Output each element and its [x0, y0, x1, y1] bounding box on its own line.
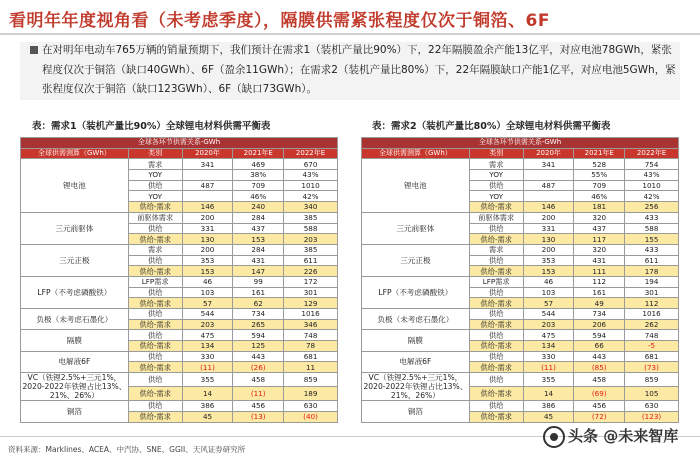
row-label-cell: 供给-需求	[469, 234, 523, 245]
value-cell: 331	[182, 223, 233, 234]
table-row	[362, 276, 679, 287]
watermark-text: 头条 @未来智库	[568, 427, 679, 445]
row-label-cell: 供给-需求	[128, 298, 182, 309]
row-label-cell: YOY	[128, 191, 182, 202]
row-label-cell: 供给-需求	[469, 411, 523, 422]
value-cell	[182, 170, 233, 181]
column-header: 2021年E	[574, 148, 625, 159]
value-cell: 734	[574, 309, 625, 320]
category-cell: 锂电池	[21, 159, 129, 212]
row-label-cell: 供给	[469, 287, 523, 298]
value-cell: 146	[182, 202, 233, 213]
category-cell: 三元正极	[21, 244, 129, 276]
row-label-cell: 供给	[128, 255, 182, 266]
value-cell: 130	[182, 234, 233, 245]
supply-demand-table	[20, 137, 338, 423]
value-cell: 200	[523, 212, 574, 223]
value-cell: 46%	[233, 191, 284, 202]
row-label-cell: 供给-需求	[128, 234, 182, 245]
value-cell: 385	[284, 212, 338, 223]
value-cell: 146	[523, 202, 574, 213]
value-cell: (72)	[574, 411, 625, 422]
value-cell: (85)	[574, 362, 625, 373]
row-label-cell: 供给-需求	[128, 341, 182, 352]
value-cell: 1016	[625, 309, 679, 320]
value-cell: 194	[625, 276, 679, 287]
value-cell: 103	[182, 287, 233, 298]
value-cell: 544	[182, 309, 233, 320]
supply-demand-table	[361, 137, 679, 423]
value-cell: 355	[182, 373, 233, 387]
value-cell: 320	[574, 244, 625, 255]
value-cell: 709	[574, 180, 625, 191]
page-title: 看明年年度视角看（未考虑季度），隔膜供需紧张程度仅次于铜箔、6F	[9, 11, 550, 31]
table-row	[21, 373, 338, 387]
table-row	[362, 401, 679, 412]
value-cell: 38%	[233, 170, 284, 181]
value-cell: 200	[523, 244, 574, 255]
value-cell: 43%	[284, 170, 338, 181]
row-label-cell: 供给	[128, 223, 182, 234]
value-cell: 206	[574, 319, 625, 330]
value-cell: 437	[233, 223, 284, 234]
row-label-cell: 供给-需求	[128, 387, 182, 401]
value-cell: (26)	[233, 362, 284, 373]
category-cell: LFP（不考虑磷酸铁）	[21, 276, 129, 308]
watermark-logo-icon	[543, 426, 565, 448]
table-2	[361, 137, 679, 423]
row-label-cell: 供给	[469, 401, 523, 412]
value-cell: 611	[284, 255, 338, 266]
value-cell: 341	[523, 159, 574, 170]
value-cell: 240	[233, 202, 284, 213]
table-1	[20, 137, 338, 423]
value-cell: 458	[574, 373, 625, 387]
value-cell: 42%	[625, 191, 679, 202]
value-cell: 330	[182, 351, 233, 362]
value-cell: 78	[284, 341, 338, 352]
value-cell: 46	[182, 276, 233, 287]
category-cell: 负极（未考虑石墨化）	[362, 309, 470, 330]
table-row	[362, 212, 679, 223]
category-cell: 隔膜	[21, 330, 129, 351]
table-row	[21, 401, 338, 412]
value-cell: 340	[284, 202, 338, 213]
value-cell: 14	[182, 387, 233, 401]
value-cell	[182, 191, 233, 202]
category-cell: 铜箔	[21, 401, 129, 422]
value-cell: 320	[574, 212, 625, 223]
value-cell: 111	[574, 266, 625, 277]
value-cell: 147	[233, 266, 284, 277]
column-header: 全球供需测算（GWh）	[21, 148, 129, 159]
table-row	[362, 330, 679, 341]
row-label-cell: 供给	[128, 180, 182, 191]
value-cell: (40)	[284, 411, 338, 422]
column-header: 全球供需测算（GWh）	[362, 148, 470, 159]
column-header: 2021年E	[233, 148, 284, 159]
value-cell: 630	[625, 401, 679, 412]
column-header: 2020年	[523, 148, 574, 159]
category-cell: VC（铁锂2.5%+三元1%，2020-2022年铁锂占比13%、21%、26%）	[363, 373, 468, 401]
row-label-cell: YOY	[469, 191, 523, 202]
value-cell: (13)	[233, 411, 284, 422]
row-label-cell: LFP需求	[128, 276, 182, 287]
value-cell: 331	[523, 223, 574, 234]
value-cell: 458	[233, 373, 284, 387]
value-cell: 709	[233, 180, 284, 191]
row-label-cell: 需求	[128, 244, 182, 255]
row-label-cell: 供给-需求	[128, 202, 182, 213]
value-cell: (123)	[625, 411, 679, 422]
value-cell: 45	[182, 411, 233, 422]
table-row	[21, 159, 338, 170]
column-header: 2020年	[182, 148, 233, 159]
value-cell: 588	[284, 223, 338, 234]
value-cell: 588	[625, 223, 679, 234]
summary-paragraph: 在对明年电动车765万辆的销量预期下，我们预计在需求1（装机产量比90%）下，22年隔膜盈余产能13亿平，对应电池78GWh，紧张程度仅次于铜箔（缺口40GWh）、6F（盈余11GWh）；在需求2（装机产量比80%）下，22年隔膜缺口产能1亿平，对应电池5GWh，紧张程度仅次于铜箔（缺口123GWh）、6F（缺口73GWh）。	[42, 44, 676, 95]
value-cell: 200	[182, 244, 233, 255]
row-label-cell: 供给-需求	[469, 266, 523, 277]
value-cell: 153	[182, 266, 233, 277]
value-cell	[523, 170, 574, 181]
table-row	[362, 351, 679, 362]
value-cell: 284	[233, 244, 284, 255]
value-cell: 355	[523, 373, 574, 387]
value-cell: 134	[523, 341, 574, 352]
category-cell: 电解液6F	[21, 351, 129, 372]
category-cell: 锂电池	[362, 159, 470, 212]
value-cell: 301	[284, 287, 338, 298]
value-cell: 57	[182, 298, 233, 309]
value-cell: 1010	[284, 180, 338, 191]
value-cell: 346	[284, 319, 338, 330]
table-row	[21, 330, 338, 341]
value-cell: 112	[574, 276, 625, 287]
row-label-cell: 需求	[469, 159, 523, 170]
category-cell: LFP（不考虑磷酸铁）	[362, 276, 470, 308]
value-cell: 456	[233, 401, 284, 412]
value-cell: 46%	[574, 191, 625, 202]
value-cell: -5	[625, 341, 679, 352]
row-label-cell: 供给	[128, 287, 182, 298]
row-label-cell: 供给	[128, 401, 182, 412]
value-cell: 265	[233, 319, 284, 330]
row-label-cell: 供给-需求	[469, 202, 523, 213]
value-cell: 386	[523, 401, 574, 412]
value-cell: (11)	[233, 387, 284, 401]
value-cell: (69)	[574, 387, 625, 401]
row-label-cell: 供给	[469, 373, 523, 387]
value-cell: 544	[523, 309, 574, 320]
row-label-cell: 供给-需求	[469, 298, 523, 309]
category-cell: 三元前驱体	[362, 212, 470, 244]
value-cell: 341	[182, 159, 233, 170]
value-cell: 45	[523, 411, 574, 422]
row-label-cell: 供给-需求	[128, 362, 182, 373]
value-cell: 1016	[284, 309, 338, 320]
value-cell	[523, 191, 574, 202]
row-label-cell: 供给	[128, 330, 182, 341]
value-cell: 443	[574, 351, 625, 362]
row-label-cell: 供给	[469, 180, 523, 191]
table-header-top: 全球各环节供需关系-GWh	[21, 138, 338, 149]
value-cell: 487	[182, 180, 233, 191]
value-cell: 153	[233, 234, 284, 245]
value-cell: 754	[625, 159, 679, 170]
row-label-cell: 供给-需求	[128, 411, 182, 422]
value-cell: 443	[233, 351, 284, 362]
column-header: 类别	[469, 148, 523, 159]
table-row	[21, 351, 338, 362]
column-header: 类别	[128, 148, 182, 159]
column-header: 2022年E	[625, 148, 679, 159]
category-cell: 隔膜	[362, 330, 470, 351]
value-cell: 178	[625, 266, 679, 277]
value-cell: 181	[574, 202, 625, 213]
row-label-cell: 供给	[128, 309, 182, 320]
category-cell: VC（铁锂2.5%+三元1%，2020-2022年铁锂占比13%、21%、26%）	[22, 373, 127, 401]
row-label-cell: 供给	[469, 330, 523, 341]
value-cell: 859	[284, 373, 338, 387]
value-cell: 431	[233, 255, 284, 266]
value-cell: 155	[625, 234, 679, 245]
row-label-cell: 供给	[128, 351, 182, 362]
table-row	[21, 309, 338, 320]
source-note: 资料来源：Marklines、ACEA、中汽协、SNE、GGII、天风证券研究所	[8, 445, 246, 454]
category-cell: 三元正极	[362, 244, 470, 276]
value-cell: 203	[284, 234, 338, 245]
value-cell: 431	[574, 255, 625, 266]
row-label-cell: 需求	[469, 244, 523, 255]
value-cell: 528	[574, 159, 625, 170]
table-1-caption: 表：需求1（装机产量比90%）全球锂电材料供需平衡表	[32, 121, 271, 132]
row-label-cell: YOY	[469, 170, 523, 181]
value-cell: 748	[625, 330, 679, 341]
title-divider	[0, 33, 700, 35]
value-cell: 456	[574, 401, 625, 412]
value-cell: 172	[284, 276, 338, 287]
value-cell: 353	[523, 255, 574, 266]
row-label-cell: 供给-需求	[469, 319, 523, 330]
value-cell: 256	[625, 202, 679, 213]
row-label-cell: 供给	[128, 373, 182, 387]
value-cell: 437	[574, 223, 625, 234]
value-cell: 262	[625, 319, 679, 330]
value-cell: 117	[574, 234, 625, 245]
row-label-cell: 前驱体需求	[469, 212, 523, 223]
value-cell: 203	[523, 319, 574, 330]
value-cell: 330	[523, 351, 574, 362]
value-cell: 42%	[284, 191, 338, 202]
category-cell: 三元前驱体	[21, 212, 129, 244]
value-cell: 203	[182, 319, 233, 330]
value-cell: (11)	[523, 362, 574, 373]
row-label-cell: 供给-需求	[469, 362, 523, 373]
table-row	[362, 309, 679, 320]
row-label-cell: 需求	[128, 159, 182, 170]
category-cell: 电解液6F	[362, 351, 470, 372]
value-cell: 200	[182, 212, 233, 223]
row-label-cell: 供给-需求	[469, 341, 523, 352]
value-cell: 55%	[574, 170, 625, 181]
category-cell: 铜箔	[362, 401, 470, 422]
value-cell: 433	[625, 244, 679, 255]
value-cell: 594	[233, 330, 284, 341]
value-cell: 43%	[625, 170, 679, 181]
category-cell: 负极（未考虑石墨化）	[21, 309, 129, 330]
value-cell: 226	[284, 266, 338, 277]
row-label-cell: 供给	[469, 309, 523, 320]
watermark	[540, 425, 678, 448]
value-cell: 385	[284, 244, 338, 255]
row-label-cell: 前驱体需求	[128, 212, 182, 223]
value-cell: (11)	[182, 362, 233, 373]
value-cell: 105	[625, 387, 679, 401]
value-cell: 189	[284, 387, 338, 401]
value-cell: 859	[625, 373, 679, 387]
value-cell: 62	[233, 298, 284, 309]
value-cell: 14	[523, 387, 574, 401]
value-cell: 46	[523, 276, 574, 287]
value-cell: 125	[233, 341, 284, 352]
value-cell: 594	[574, 330, 625, 341]
value-cell: 11	[284, 362, 338, 373]
value-cell: 475	[182, 330, 233, 341]
row-label-cell: 供给	[469, 351, 523, 362]
value-cell: 99	[233, 276, 284, 287]
value-cell: 475	[523, 330, 574, 341]
table-row	[21, 212, 338, 223]
value-cell: 386	[182, 401, 233, 412]
value-cell: 153	[523, 266, 574, 277]
value-cell: (73)	[625, 362, 679, 373]
table-row	[21, 276, 338, 287]
value-cell: 103	[523, 287, 574, 298]
value-cell: 469	[233, 159, 284, 170]
table-row	[21, 244, 338, 255]
value-cell: 57	[523, 298, 574, 309]
value-cell: 301	[625, 287, 679, 298]
value-cell: 161	[574, 287, 625, 298]
bullet-square-icon	[30, 46, 38, 54]
row-label-cell: 供给	[469, 255, 523, 266]
value-cell: 284	[233, 212, 284, 223]
row-label-cell: 供给-需求	[128, 319, 182, 330]
table-row	[362, 244, 679, 255]
value-cell: 112	[625, 298, 679, 309]
value-cell: 130	[523, 234, 574, 245]
row-label-cell: 供给-需求	[469, 387, 523, 401]
value-cell: 681	[625, 351, 679, 362]
value-cell: 49	[574, 298, 625, 309]
value-cell: 433	[625, 212, 679, 223]
value-cell: 681	[284, 351, 338, 362]
value-cell: 487	[523, 180, 574, 191]
value-cell: 134	[182, 341, 233, 352]
value-cell: 734	[233, 309, 284, 320]
column-header: 2022年E	[284, 148, 338, 159]
value-cell: 630	[284, 401, 338, 412]
value-cell: 670	[284, 159, 338, 170]
table-header-top: 全球各环节供需关系-GWh	[362, 138, 679, 149]
value-cell: 129	[284, 298, 338, 309]
table-2-caption: 表：需求2（装机产量比80%）全球锂电材料供需平衡表	[372, 121, 611, 132]
value-cell: 1010	[625, 180, 679, 191]
value-cell: 353	[182, 255, 233, 266]
table-row	[362, 159, 679, 170]
row-label-cell: 供给-需求	[128, 266, 182, 277]
table-row	[362, 373, 679, 387]
value-cell: 748	[284, 330, 338, 341]
value-cell: 161	[233, 287, 284, 298]
row-label-cell: LFP需求	[469, 276, 523, 287]
value-cell: 611	[625, 255, 679, 266]
row-label-cell: 供给	[469, 223, 523, 234]
row-label-cell: YOY	[128, 170, 182, 181]
value-cell: 66	[574, 341, 625, 352]
